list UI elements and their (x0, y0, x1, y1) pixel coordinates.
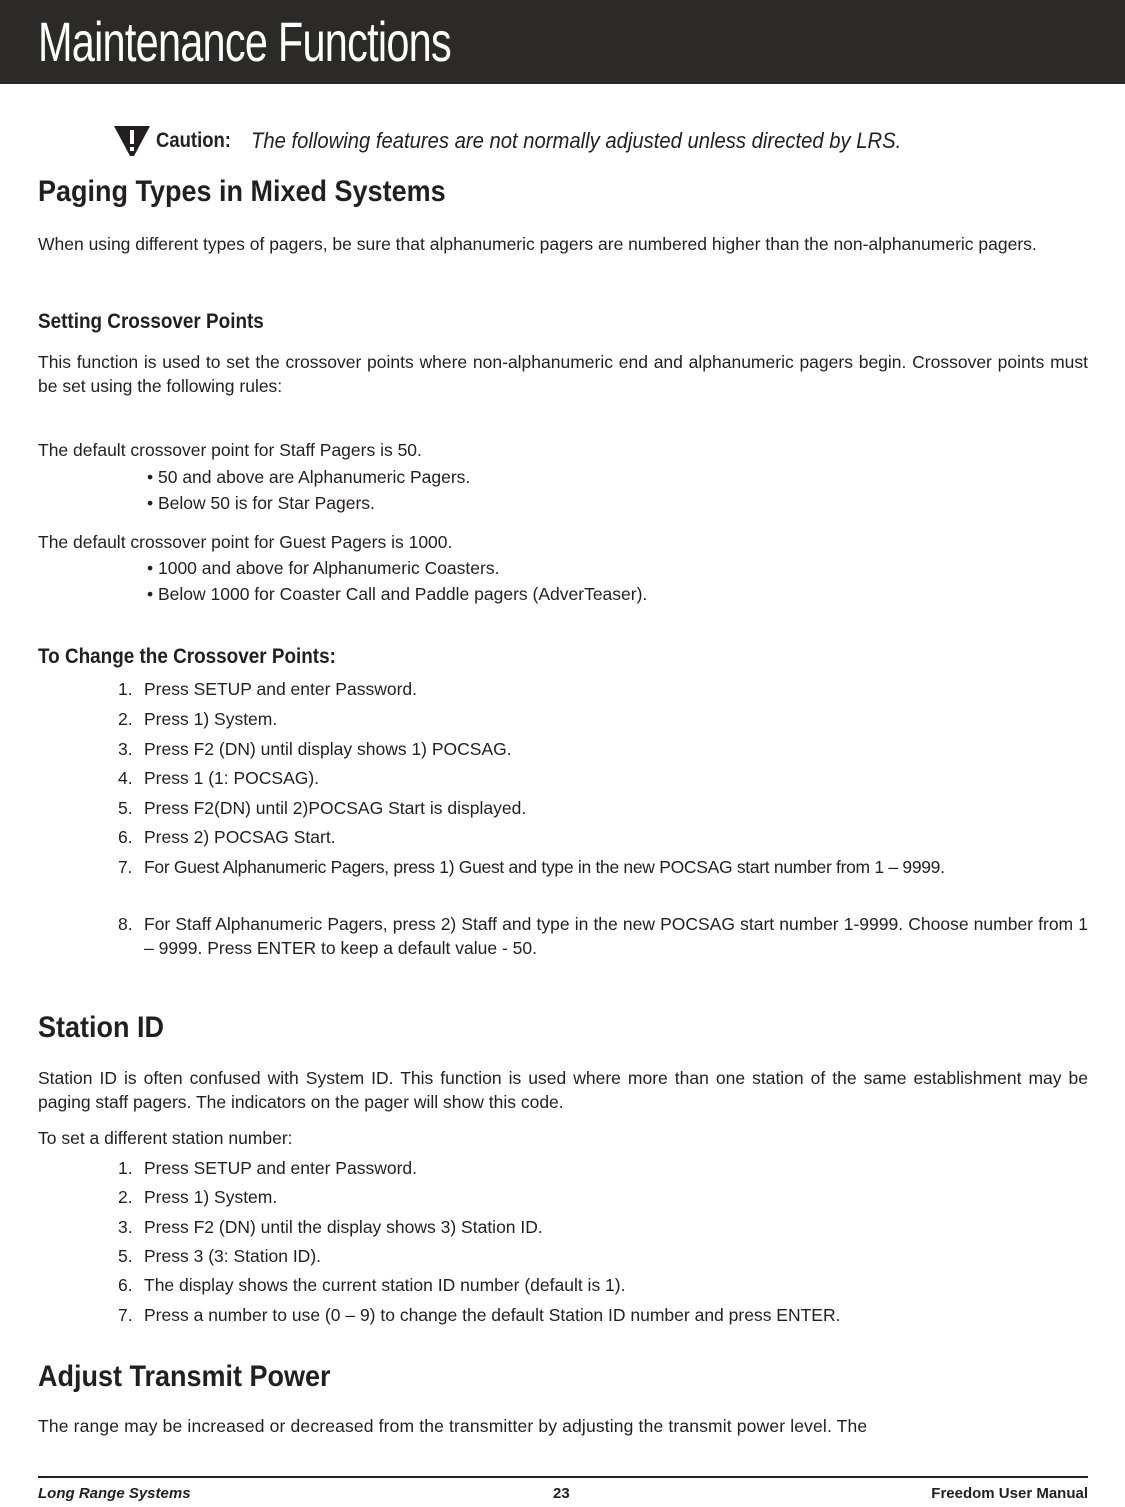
list-item: 8. For Staff Alphanumeric Pagers, press 2) Staff and type in the new POCSAG start number 1-9999. Choose number from 1 – 9999. Press ENTER to keep a default value - 50. (118, 914, 1088, 958)
list-item: 3. Press F2 (DN) until display shows 1) POCSAG. (118, 739, 512, 759)
list-item: 4. Press 1 (1: POCSAG). (118, 768, 320, 788)
list-item: 2. Press 1) System. (118, 1187, 278, 1207)
guest-bullet: • 1000 and above for Alphanumeric Coasters. (147, 558, 500, 578)
subheading-change-crossover: To Change the Crossover Points: (38, 645, 336, 668)
list-item: 1. Press SETUP and enter Password. (118, 679, 417, 699)
list-item: 3. Press F2 (DN) until the display shows 3) Station ID. (118, 1217, 543, 1237)
section-heading-transmit-power: Adjust Transmit Power (38, 1360, 331, 1393)
guest-default-text: The default crossover point for Guest Pagers is 1000. (38, 532, 453, 552)
section-heading-station-id: Station ID (38, 1011, 164, 1044)
list-item: 6. Press 2) POCSAG Start. (118, 827, 336, 847)
staff-bullet: • Below 50 is for Star Pagers. (147, 493, 375, 513)
station-id-body: Station ID is often confused with System ID. This function is used where more than one station of the same establishment may be paging staff pagers. The indicators on the pager will show this code. (38, 1068, 1088, 1112)
footer-manual-title: Freedom User Manual (931, 1485, 1088, 1502)
staff-bullet: • 50 and above are Alphanumeric Pagers. (147, 467, 471, 487)
section-heading-paging-types: Paging Types in Mixed Systems (38, 175, 446, 208)
list-item: 7. For Guest Alphanumeric Pagers, press 1) Guest and type in the new POCSAG start number from 1 – 9999. (118, 857, 945, 877)
warning-icon (112, 124, 152, 158)
list-item: 5. Press 3 (3: Station ID). (118, 1246, 322, 1266)
subheading-crossover-points: Setting Crossover Points (38, 310, 264, 333)
station-id-intro: To set a different station number: (38, 1128, 293, 1148)
list-item: 7. Press a number to use (0 – 9) to change the default Station ID number and press ENTER. (118, 1305, 841, 1325)
footer-divider (38, 1476, 1088, 1478)
footer-company: Long Range Systems (38, 1485, 191, 1502)
list-item: 2. Press 1) System. (118, 709, 278, 729)
caution-text: The following features are not normally adjusted unless directed by LRS. (251, 128, 902, 153)
list-item: 1. Press SETUP and enter Password. (118, 1158, 417, 1178)
transmit-power-body: The range may be increased or decreased from the transmitter by adjusting the transmit power level. The (38, 1416, 868, 1436)
list-item: 5. Press F2(DN) until 2)POCSAG Start is displayed. (118, 798, 527, 818)
page-header (0, 0, 1125, 84)
caution-note (112, 124, 958, 158)
crossover-body: This function is used to set the crossover points where non-alphanumeric end and alphanumeric pagers begin. Crossover points must be set using the following rules: (38, 352, 1088, 396)
guest-bullet: • Below 1000 for Coaster Call and Paddle pagers (AdverTeaser). (147, 584, 648, 604)
list-item: 6. The display shows the current station ID number (default is 1). (118, 1275, 626, 1295)
caution-label: Caution: (156, 129, 231, 152)
paging-types-body: When using different types of pagers, be sure that alphanumeric pagers are numbered higher than the non-alphanumeric pagers. (38, 234, 1037, 254)
page-title: Maintenance Functions (38, 10, 451, 73)
page-number: 23 (553, 1485, 570, 1502)
staff-default-text: The default crossover point for Staff Pagers is 50. (38, 440, 422, 460)
